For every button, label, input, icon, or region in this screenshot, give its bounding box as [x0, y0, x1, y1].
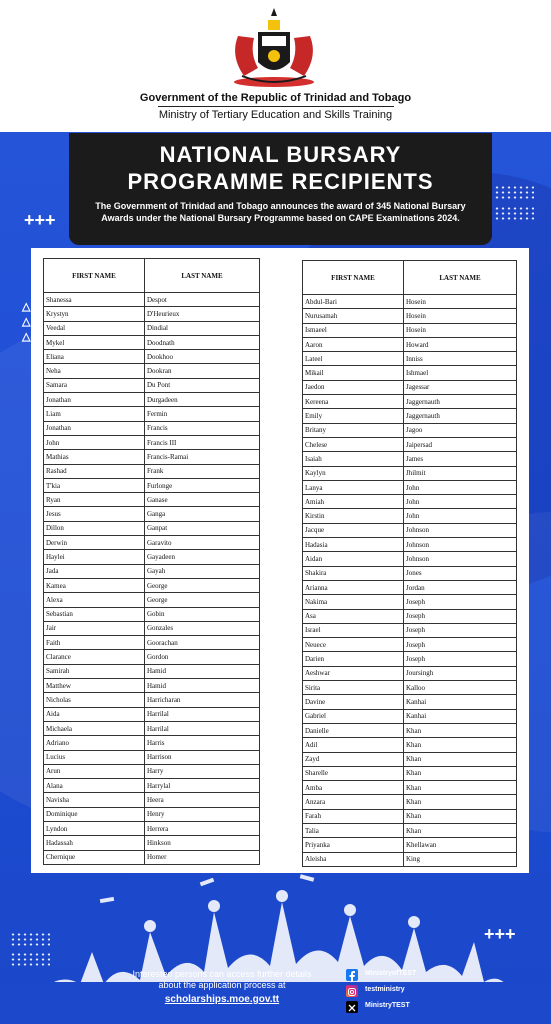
- table-row: [44, 450, 260, 464]
- table-row: [303, 838, 517, 852]
- facebook-handle: MinistryofTEST: [365, 970, 417, 977]
- first-name-cell: Darien: [303, 652, 404, 666]
- first-name-cell: Israel: [303, 623, 404, 637]
- table-row: [44, 335, 260, 349]
- scholarships-link[interactable]: scholarships.moe.gov.tt: [164, 994, 280, 1005]
- table-row: [303, 723, 517, 737]
- instagram-handle: testministry: [365, 986, 405, 993]
- table-row: [303, 638, 517, 652]
- last-name-cell: Harrison: [145, 750, 260, 764]
- first-name-cell: Neuece: [303, 638, 404, 652]
- last-name-cell: George: [145, 593, 260, 607]
- column-header-last-name: LAST NAME: [404, 261, 517, 295]
- first-name-cell: Zayd: [303, 752, 404, 766]
- table-row: [44, 836, 260, 850]
- last-name-cell: Jaggernauth: [404, 409, 517, 423]
- table-row: [303, 681, 517, 695]
- facebook-icon: [346, 969, 358, 981]
- first-name-cell: Britany: [303, 423, 404, 437]
- first-name-cell: Jaedon: [303, 380, 404, 394]
- last-name-cell: Khellawan: [404, 838, 517, 852]
- first-name-cell: Samara: [44, 378, 145, 392]
- first-name-cell: Sharelle: [303, 766, 404, 780]
- last-name-cell: Hinkson: [145, 836, 260, 850]
- last-name-cell: Jaggernauth: [404, 395, 517, 409]
- first-name-cell: T'kia: [44, 478, 145, 492]
- first-name-cell: Michaela: [44, 721, 145, 735]
- first-name-cell: Aidan: [303, 552, 404, 566]
- last-name-cell: Khan: [404, 809, 517, 823]
- table-row: [44, 707, 260, 721]
- last-name-cell: Jagoo: [404, 423, 517, 437]
- first-name-cell: Farah: [303, 809, 404, 823]
- last-name-cell: Dookhoo: [145, 350, 260, 364]
- header: [0, 0, 551, 132]
- last-name-cell: Harris: [145, 736, 260, 750]
- first-name-cell: Kirstin: [303, 509, 404, 523]
- first-name-cell: Matthew: [44, 679, 145, 693]
- first-name-cell: Alana: [44, 779, 145, 793]
- table-row: [44, 307, 260, 321]
- last-name-cell: James: [404, 452, 517, 466]
- table-row: [303, 523, 517, 537]
- first-name-cell: Neha: [44, 364, 145, 378]
- table-row: [303, 652, 517, 666]
- last-name-cell: Henry: [145, 807, 260, 821]
- first-name-cell: Priyanka: [303, 838, 404, 852]
- table-row: [303, 395, 517, 409]
- recipients-table-right: [302, 260, 517, 867]
- table-row: [303, 495, 517, 509]
- first-name-cell: Hadassah: [44, 836, 145, 850]
- first-name-cell: Jacque: [303, 523, 404, 537]
- first-name-cell: Mykel: [44, 335, 145, 349]
- plus-decoration: +++: [484, 924, 516, 944]
- last-name-cell: Jhilmit: [404, 466, 517, 480]
- last-name-cell: Khan: [404, 795, 517, 809]
- last-name-cell: Harricharan: [145, 693, 260, 707]
- first-name-cell: Amba: [303, 781, 404, 795]
- last-name-cell: Herrera: [145, 821, 260, 835]
- table-row: [303, 423, 517, 437]
- table-row: [44, 536, 260, 550]
- last-name-cell: Joseph: [404, 623, 517, 637]
- table-row: [303, 509, 517, 523]
- first-name-cell: Veedal: [44, 321, 145, 335]
- social-instagram[interactable]: [346, 985, 476, 999]
- table-row: [44, 850, 260, 864]
- last-name-cell: Jagessar: [404, 380, 517, 394]
- last-name-cell: Ganase: [145, 493, 260, 507]
- last-name-cell: Inniss: [404, 352, 517, 366]
- last-name-cell: Du Pont: [145, 378, 260, 392]
- last-name-cell: Joseph: [404, 595, 517, 609]
- table-row: [303, 852, 517, 866]
- footer-info-line2: about the application process at: [158, 980, 286, 990]
- first-name-cell: Amiah: [303, 495, 404, 509]
- table-row: [44, 564, 260, 578]
- last-name-cell: Doodnath: [145, 335, 260, 349]
- first-name-cell: Chernique: [44, 850, 145, 864]
- last-name-cell: D'Heurieux: [145, 307, 260, 321]
- last-name-cell: Hamid: [145, 679, 260, 693]
- table-row: [44, 679, 260, 693]
- recipients-sheet: [31, 248, 529, 873]
- last-name-cell: Gayah: [145, 564, 260, 578]
- first-name-cell: Jair: [44, 621, 145, 635]
- table-row: [303, 466, 517, 480]
- first-name-cell: Samirah: [44, 664, 145, 678]
- last-name-cell: Joseph: [404, 609, 517, 623]
- last-name-cell: Khan: [404, 738, 517, 752]
- last-name-cell: Fermin: [145, 407, 260, 421]
- last-name-cell: Durgadeen: [145, 393, 260, 407]
- last-name-cell: Heera: [145, 793, 260, 807]
- last-name-cell: John: [404, 480, 517, 494]
- instagram-icon: [346, 985, 358, 997]
- first-name-cell: Rashad: [44, 464, 145, 478]
- x-handle: MinistryTEST: [365, 1002, 410, 1009]
- triangle-decoration: △ △ △: [22, 301, 31, 343]
- first-name-cell: Aaron: [303, 337, 404, 351]
- first-name-cell: Lanya: [303, 480, 404, 494]
- first-name-cell: Aida: [44, 707, 145, 721]
- last-name-cell: Jordan: [404, 580, 517, 594]
- table-row: [303, 437, 517, 451]
- first-name-cell: Lyndon: [44, 821, 145, 835]
- table-row: [303, 409, 517, 423]
- first-name-cell: Jesus: [44, 507, 145, 521]
- table-row: [303, 366, 517, 380]
- first-name-cell: Sebastian: [44, 607, 145, 621]
- table-row: [44, 779, 260, 793]
- last-name-cell: Despot: [145, 293, 260, 307]
- last-name-cell: Furlonge: [145, 478, 260, 492]
- first-name-cell: Hadasia: [303, 538, 404, 552]
- first-name-cell: Lateel: [303, 352, 404, 366]
- table-row: [303, 295, 517, 309]
- table-row: [44, 636, 260, 650]
- social-x[interactable]: [346, 1001, 476, 1015]
- table-row: [44, 435, 260, 449]
- first-name-cell: Nicholas: [44, 693, 145, 707]
- first-name-cell: Haylei: [44, 550, 145, 564]
- table-row: [303, 766, 517, 780]
- first-name-cell: Isaiah: [303, 452, 404, 466]
- ministry-name: Ministry of Tertiary Education and Skills Training: [158, 109, 393, 121]
- table-row: [303, 609, 517, 623]
- last-name-cell: Francis III: [145, 435, 260, 449]
- first-name-cell: Aeshwar: [303, 666, 404, 680]
- last-name-cell: Khan: [404, 752, 517, 766]
- last-name-cell: Khan: [404, 823, 517, 837]
- last-name-cell: Kalloo: [404, 681, 517, 695]
- table-row: [44, 593, 260, 607]
- table-row: [303, 538, 517, 552]
- table-row: [44, 350, 260, 364]
- first-name-cell: Mikail: [303, 366, 404, 380]
- last-name-cell: Hamid: [145, 664, 260, 678]
- first-name-cell: Nurusamah: [303, 309, 404, 323]
- first-name-cell: Asa: [303, 609, 404, 623]
- table-row: [303, 380, 517, 394]
- first-name-cell: Eliana: [44, 350, 145, 364]
- first-name-cell: Abdul-Bari: [303, 295, 404, 309]
- last-name-cell: Gobin: [145, 607, 260, 621]
- last-name-cell: Khan: [404, 766, 517, 780]
- first-name-cell: Ryan: [44, 493, 145, 507]
- last-name-cell: Harry: [145, 764, 260, 778]
- table-row: [44, 764, 260, 778]
- page-title-line2: PROGRAMME RECIPIENTS: [127, 169, 434, 194]
- table-row: [303, 809, 517, 823]
- table-row: [44, 693, 260, 707]
- first-name-cell: Arianna: [303, 580, 404, 594]
- last-name-cell: Howard: [404, 337, 517, 351]
- first-name-cell: Shanessa: [44, 293, 145, 307]
- table-row: [44, 621, 260, 635]
- plus-decoration: +++: [24, 210, 56, 230]
- last-name-cell: Khan: [404, 723, 517, 737]
- table-row: [303, 666, 517, 680]
- table-row: [303, 580, 517, 594]
- first-name-cell: Gabriel: [303, 709, 404, 723]
- first-name-cell: Jonathan: [44, 393, 145, 407]
- first-name-cell: Danielle: [303, 723, 404, 737]
- last-name-cell: Homer: [145, 850, 260, 864]
- last-name-cell: Gonzales: [145, 621, 260, 635]
- table-row: [44, 736, 260, 750]
- table-row: [44, 421, 260, 435]
- dots-decoration: [494, 206, 534, 220]
- table-row: [303, 480, 517, 494]
- last-name-cell: Francis: [145, 421, 260, 435]
- last-name-cell: Gayadeen: [145, 550, 260, 564]
- table-row: [44, 650, 260, 664]
- first-name-cell: Kereena: [303, 395, 404, 409]
- table-row: [44, 807, 260, 821]
- table-row: [44, 607, 260, 621]
- last-name-cell: Garavito: [145, 536, 260, 550]
- first-name-cell: Dillon: [44, 521, 145, 535]
- last-name-cell: Harrylal: [145, 779, 260, 793]
- recipients-table-left: [43, 258, 260, 865]
- first-name-cell: Clarance: [44, 650, 145, 664]
- last-name-cell: Jones: [404, 566, 517, 580]
- table-row: [44, 293, 260, 307]
- table-row: [44, 750, 260, 764]
- first-name-cell: Sirita: [303, 681, 404, 695]
- first-name-cell: Jada: [44, 564, 145, 578]
- table-row: [303, 323, 517, 337]
- table-row: [303, 752, 517, 766]
- table-row: [44, 378, 260, 392]
- last-name-cell: Dookran: [145, 364, 260, 378]
- table-row: [303, 352, 517, 366]
- table-row: [44, 493, 260, 507]
- announcement-text: The Government of Trinidad and Tobago announces the award of 345 National Bursary Awards under the National Bursary Programme based on CAPE Examinations 2024.: [95, 201, 466, 223]
- last-name-cell: Dindial: [145, 321, 260, 335]
- first-name-cell: Adil: [303, 738, 404, 752]
- last-name-cell: Hosein: [404, 309, 517, 323]
- title-banner: [69, 133, 492, 245]
- dots-decoration: [494, 185, 534, 199]
- last-name-cell: Hosein: [404, 295, 517, 309]
- last-name-cell: Joursingh: [404, 666, 517, 680]
- footer-info-line1: Interested persons can access further details: [132, 969, 312, 979]
- last-name-cell: Harrilal: [145, 707, 260, 721]
- page-title-line1: NATIONAL BURSARY: [159, 142, 402, 167]
- table-row: [44, 478, 260, 492]
- last-name-cell: Kanhai: [404, 709, 517, 723]
- last-name-cell: Johnson: [404, 523, 517, 537]
- first-name-cell: Derwin: [44, 536, 145, 550]
- last-name-cell: Johnson: [404, 538, 517, 552]
- first-name-cell: Ismaeel: [303, 323, 404, 337]
- first-name-cell: Alexa: [44, 593, 145, 607]
- table-row: [303, 337, 517, 351]
- last-name-cell: Khan: [404, 781, 517, 795]
- first-name-cell: Krystyn: [44, 307, 145, 321]
- table-row: [303, 738, 517, 752]
- last-name-cell: George: [145, 578, 260, 592]
- table-row: [303, 623, 517, 637]
- table-row: [303, 595, 517, 609]
- table-row: [303, 781, 517, 795]
- table-row: [44, 793, 260, 807]
- government-name: Government of the Republic of Trinidad and Tobago: [139, 92, 412, 104]
- table-row: [44, 407, 260, 421]
- last-name-cell: Harrilal: [145, 721, 260, 735]
- table-row: [44, 721, 260, 735]
- first-name-cell: Dominique: [44, 807, 145, 821]
- table-row: [303, 795, 517, 809]
- first-name-cell: Adriano: [44, 736, 145, 750]
- last-name-cell: Ishmael: [404, 366, 517, 380]
- table-row: [44, 521, 260, 535]
- table-row: [303, 695, 517, 709]
- first-name-cell: Kamea: [44, 578, 145, 592]
- table-row: [44, 393, 260, 407]
- first-name-cell: Kaylyn: [303, 466, 404, 480]
- column-header-first-name: FIRST NAME: [303, 261, 404, 295]
- last-name-cell: Ganpat: [145, 521, 260, 535]
- last-name-cell: King: [404, 852, 517, 866]
- table-row: [44, 364, 260, 378]
- first-name-cell: Davine: [303, 695, 404, 709]
- first-name-cell: John: [44, 435, 145, 449]
- first-name-cell: Chelese: [303, 437, 404, 451]
- column-header-first-name: FIRST NAME: [44, 259, 145, 293]
- first-name-cell: Emily: [303, 409, 404, 423]
- last-name-cell: Ganga: [145, 507, 260, 521]
- first-name-cell: Faith: [44, 636, 145, 650]
- table-row: [44, 321, 260, 335]
- first-name-cell: Mathias: [44, 450, 145, 464]
- first-name-cell: Nakima: [303, 595, 404, 609]
- table-row: [44, 578, 260, 592]
- last-name-cell: Joseph: [404, 652, 517, 666]
- footer-info: [102, 969, 342, 991]
- social-facebook[interactable]: [346, 969, 476, 983]
- table-row: [303, 552, 517, 566]
- last-name-cell: Jaipersad: [404, 437, 517, 451]
- first-name-cell: Liam: [44, 407, 145, 421]
- x-icon: [346, 1001, 358, 1013]
- first-name-cell: Shakira: [303, 566, 404, 580]
- header-divider: [158, 106, 394, 107]
- table-row: [44, 507, 260, 521]
- first-name-cell: Talia: [303, 823, 404, 837]
- last-name-cell: Francis-Ramai: [145, 450, 260, 464]
- table-row: [303, 452, 517, 466]
- table-row: [44, 464, 260, 478]
- first-name-cell: Lucius: [44, 750, 145, 764]
- first-name-cell: Arun: [44, 764, 145, 778]
- last-name-cell: Gordon: [145, 650, 260, 664]
- table-row: [44, 550, 260, 564]
- last-name-cell: Goorachan: [145, 636, 260, 650]
- first-name-cell: Anzara: [303, 795, 404, 809]
- table-row: [303, 309, 517, 323]
- last-name-cell: John: [404, 509, 517, 523]
- table-row: [303, 566, 517, 580]
- table-row: [303, 709, 517, 723]
- last-name-cell: Hosein: [404, 323, 517, 337]
- last-name-cell: Johnson: [404, 552, 517, 566]
- first-name-cell: Jonathan: [44, 421, 145, 435]
- table-row: [44, 664, 260, 678]
- first-name-cell: Navisha: [44, 793, 145, 807]
- column-header-last-name: LAST NAME: [145, 259, 260, 293]
- last-name-cell: Kanhai: [404, 695, 517, 709]
- last-name-cell: Joseph: [404, 638, 517, 652]
- table-row: [44, 821, 260, 835]
- last-name-cell: Frank: [145, 464, 260, 478]
- coat-of-arms-logo: [228, 6, 320, 88]
- last-name-cell: John: [404, 495, 517, 509]
- table-row: [303, 823, 517, 837]
- first-name-cell: Aleisha: [303, 852, 404, 866]
